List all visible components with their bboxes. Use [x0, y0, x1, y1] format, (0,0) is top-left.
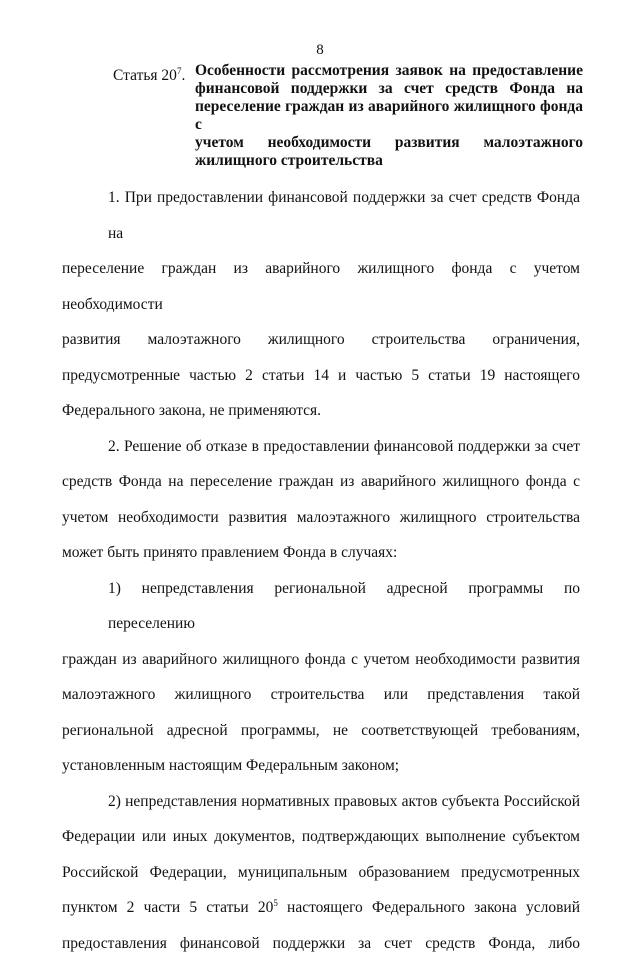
text-line: малоэтажного жилищного строительства или представления такой: [62, 677, 580, 713]
superscript: 5: [273, 898, 278, 908]
text-line: граждан из аварийного жилищного фонда с учетом необходимости развития: [62, 642, 580, 678]
paragraph-item-2: [62, 784, 580, 961]
article-title-line: Особенности рассмотрения заявок на предоставление: [195, 62, 583, 80]
text-fragment: настоящего Федерального закона условий: [278, 899, 580, 916]
text-line: Российской Федерации, муниципальным образованием предусмотренных: [62, 855, 580, 891]
article-title-line: жилищного строительства: [195, 152, 583, 170]
text-line: Федерального закона, не применяются.: [62, 393, 580, 429]
text-line: [62, 890, 580, 926]
text-line: переселение граждан из аварийного жилищного фонда с учетом необходимости: [62, 251, 580, 322]
text-line: предоставления финансовой поддержки за счет средств Фонда, либо: [62, 926, 580, 961]
text-line: предусмотренные частью 2 статьи 14 и частью 5 статьи 19 настоящего: [62, 358, 580, 394]
article-title-line: финансовой поддержки за счет средств Фонда на: [195, 80, 583, 98]
paragraph-1: [62, 180, 580, 429]
article-label-suffix: .: [181, 67, 185, 84]
article-title-line: учетом необходимости развития малоэтажного: [195, 134, 583, 152]
text-fragment: пунктом 2 части 5 статьи 20: [62, 899, 273, 916]
page-number: 8: [0, 42, 640, 59]
article-label: [113, 62, 185, 85]
text-line: средств Фонда на переселение граждан из аварийного жилищного фонда с: [62, 464, 580, 500]
text-line: Федерации или иных документов, подтверждающих выполнение субъектом: [62, 819, 580, 855]
article-label-text: Статья 20: [113, 67, 177, 84]
article-title-line: переселение граждан из аварийного жилищного фонда с: [195, 98, 583, 134]
text-line: 1. При предоставлении финансовой поддержки за счет средств Фонда на: [62, 180, 580, 251]
article-title: [195, 62, 583, 170]
text-line: учетом необходимости развития малоэтажного жилищного строительства: [62, 500, 580, 536]
text-line: развития малоэтажного жилищного строительства ограничения,: [62, 322, 580, 358]
document-body: [62, 180, 580, 961]
text-line: 2) непредставления нормативных правовых актов субъекта Российской: [62, 784, 580, 820]
text-line: может быть принято правлением Фонда в случаях:: [62, 535, 580, 571]
text-line: 1) непредставления региональной адресной программы по переселению: [62, 571, 580, 642]
text-line: региональной адресной программы, не соответствующей требованиям,: [62, 713, 580, 749]
paragraph-2: [62, 429, 580, 571]
paragraph-item-1: [62, 571, 580, 784]
text-line: установленным настоящим Федеральным законом;: [62, 748, 580, 784]
text-line: 2. Решение об отказе в предоставлении финансовой поддержки за счет: [62, 429, 580, 465]
article-header: [113, 62, 583, 170]
article-label-superscript: 7: [177, 66, 182, 76]
